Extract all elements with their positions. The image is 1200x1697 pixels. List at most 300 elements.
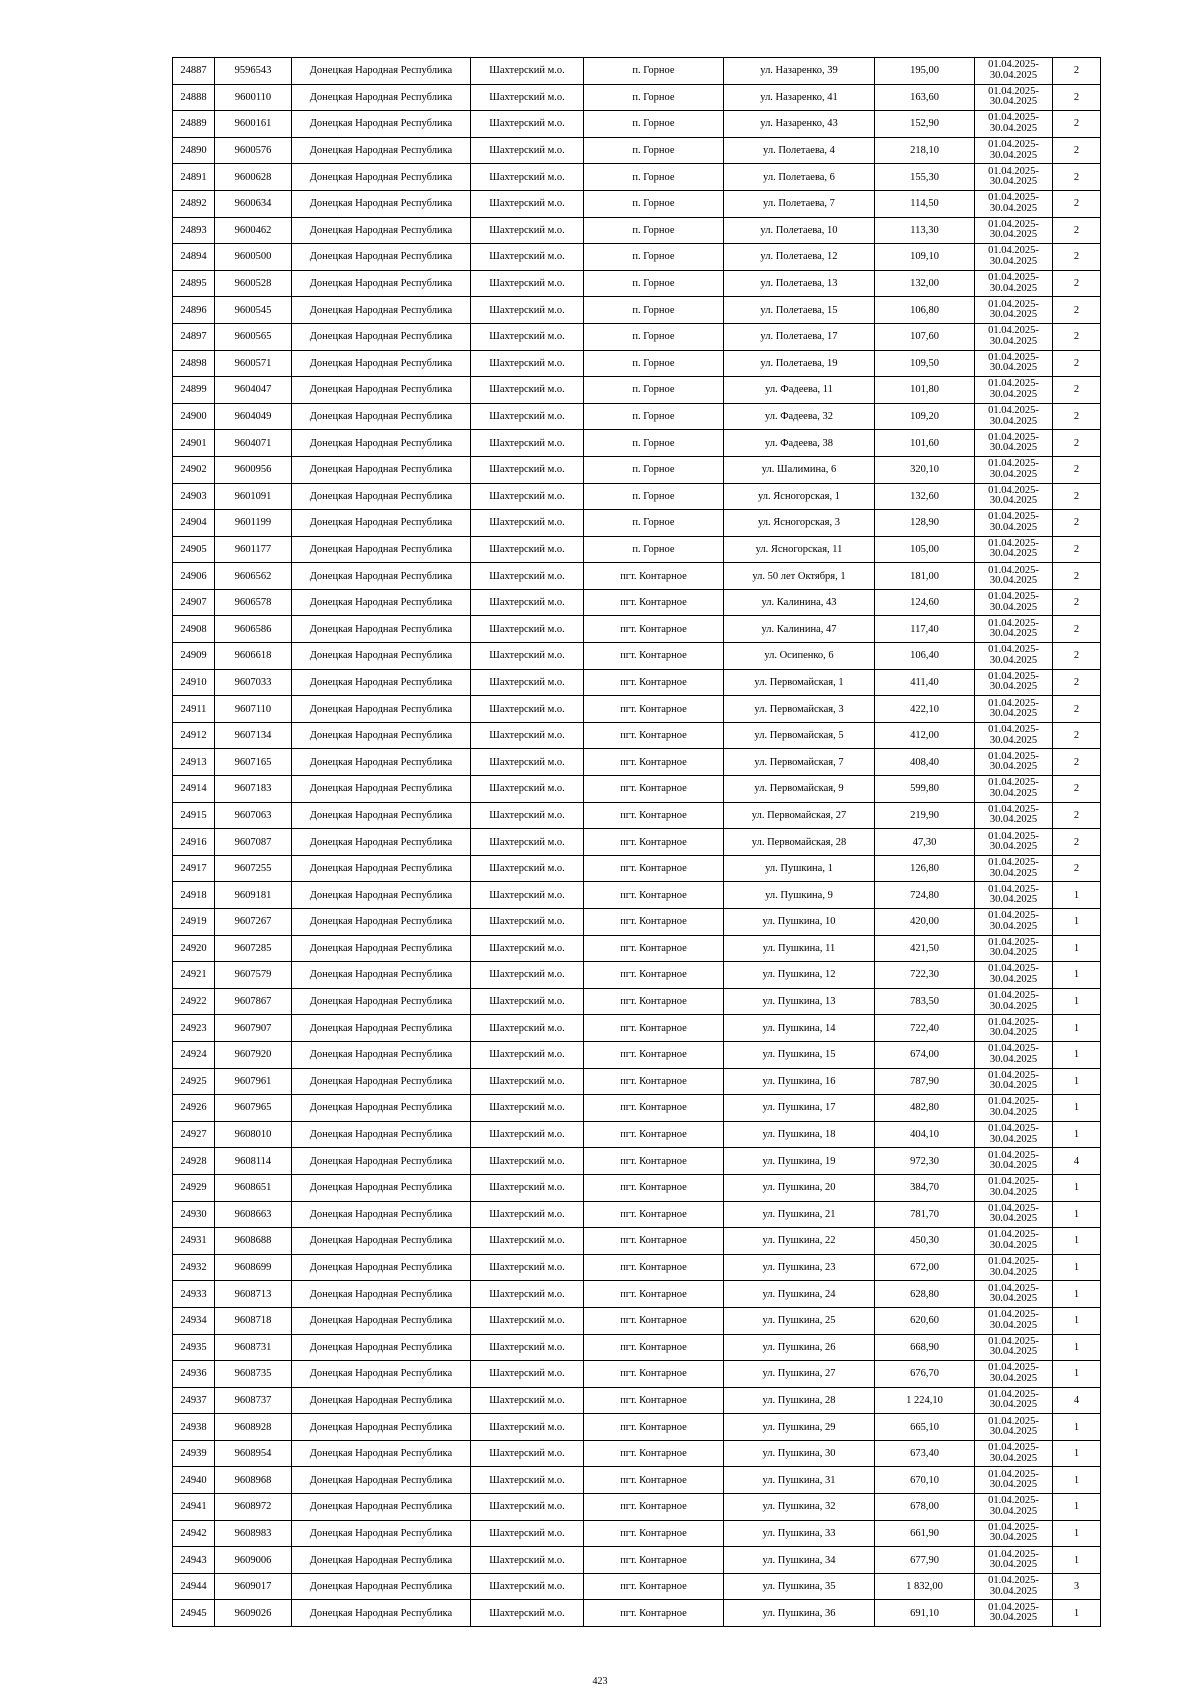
period-cell: 01.04.2025-30.04.2025 [975,1095,1053,1122]
row-number-cell: 24901 [173,430,215,457]
row-number-cell: 24945 [173,1600,215,1627]
locality-cell: пгт. Контарное [584,1201,724,1228]
region-cell: Донецкая Народная Республика [292,270,471,297]
area-cell: 124,60 [875,589,975,616]
street-address-cell: ул. Назаренко, 43 [724,111,875,138]
locality-cell: п. Горное [584,111,724,138]
table-row [173,563,1101,590]
count-cell: 2 [1053,536,1101,563]
locality-cell: п. Горное [584,190,724,217]
area-cell: 107,60 [875,323,975,350]
locality-cell: пгт. Контарное [584,1387,724,1414]
table-row [173,1041,1101,1068]
street-address-cell: ул. Пушкина, 9 [724,882,875,909]
period-cell: 01.04.2025-30.04.2025 [975,270,1053,297]
count-cell: 1 [1053,1201,1101,1228]
street-address-cell: ул. Калинина, 47 [724,616,875,643]
period-cell: 01.04.2025-30.04.2025 [975,669,1053,696]
municipality-cell: Шахтерский м.о. [471,855,584,882]
table-row [173,935,1101,962]
period-cell: 01.04.2025-30.04.2025 [975,1547,1053,1574]
area-cell: 724,80 [875,882,975,909]
municipality-cell: Шахтерский м.о. [471,1573,584,1600]
table-row [173,1361,1101,1388]
locality-cell: пгт. Контарное [584,1148,724,1175]
region-cell: Донецкая Народная Республика [292,244,471,271]
municipality-cell: Шахтерский м.о. [471,1068,584,1095]
table-row [173,403,1101,430]
object-code-cell: 9608735 [215,1361,292,1388]
page-number: 423 [592,1676,608,1687]
object-code-cell: 9608688 [215,1228,292,1255]
area-cell: 673,40 [875,1440,975,1467]
municipality-cell: Шахтерский м.о. [471,1148,584,1175]
count-cell: 2 [1053,802,1101,829]
period-cell: 01.04.2025-30.04.2025 [975,722,1053,749]
count-cell: 2 [1053,323,1101,350]
count-cell: 2 [1053,430,1101,457]
locality-cell: пгт. Контарное [584,1494,724,1521]
count-cell: 1 [1053,1174,1101,1201]
period-cell: 01.04.2025-30.04.2025 [975,1361,1053,1388]
locality-cell: п. Горное [584,430,724,457]
period-cell: 01.04.2025-30.04.2025 [975,1520,1053,1547]
street-address-cell: ул. Пушкина, 20 [724,1174,875,1201]
municipality-cell: Шахтерский м.о. [471,1520,584,1547]
region-cell: Донецкая Народная Республика [292,1547,471,1574]
locality-cell: пгт. Контарное [584,802,724,829]
object-code-cell: 9604047 [215,377,292,404]
locality-cell: пгт. Контарное [584,1015,724,1042]
locality-cell: пгт. Контарное [584,855,724,882]
area-cell: 676,70 [875,1361,975,1388]
table-row [173,776,1101,803]
table-row [173,1121,1101,1148]
object-code-cell: 9609181 [215,882,292,909]
street-address-cell: ул. Пушкина, 35 [724,1573,875,1600]
region-cell: Донецкая Народная Республика [292,403,471,430]
region-cell: Донецкая Народная Республика [292,456,471,483]
row-number-cell: 24934 [173,1307,215,1334]
street-address-cell: ул. Пушкина, 19 [724,1148,875,1175]
street-address-cell: ул. Первомайская, 9 [724,776,875,803]
area-cell: 408,40 [875,749,975,776]
row-number-cell: 24922 [173,988,215,1015]
count-cell: 1 [1053,935,1101,962]
municipality-cell: Шахтерский м.о. [471,1334,584,1361]
period-cell: 01.04.2025-30.04.2025 [975,1228,1053,1255]
table-row [173,1281,1101,1308]
period-cell: 01.04.2025-30.04.2025 [975,58,1053,85]
row-number-cell: 24927 [173,1121,215,1148]
object-code-cell: 9608663 [215,1201,292,1228]
period-cell: 01.04.2025-30.04.2025 [975,1440,1053,1467]
period-cell: 01.04.2025-30.04.2025 [975,749,1053,776]
count-cell: 2 [1053,377,1101,404]
area-cell: 722,30 [875,962,975,989]
row-number-cell: 24943 [173,1547,215,1574]
period-cell: 01.04.2025-30.04.2025 [975,536,1053,563]
row-number-cell: 24890 [173,137,215,164]
region-cell: Донецкая Народная Республика [292,297,471,324]
object-code-cell: 9608010 [215,1121,292,1148]
row-number-cell: 24900 [173,403,215,430]
table-row [173,377,1101,404]
area-cell: 117,40 [875,616,975,643]
period-cell: 01.04.2025-30.04.2025 [975,802,1053,829]
area-cell: 677,90 [875,1547,975,1574]
row-number-cell: 24899 [173,377,215,404]
locality-cell: пгт. Контарное [584,776,724,803]
registry-table [172,57,1101,1627]
region-cell: Донецкая Народная Республика [292,749,471,776]
municipality-cell: Шахтерский м.о. [471,1414,584,1441]
area-cell: 126,80 [875,855,975,882]
period-cell: 01.04.2025-30.04.2025 [975,1254,1053,1281]
count-cell: 2 [1053,111,1101,138]
object-code-cell: 9607961 [215,1068,292,1095]
municipality-cell: Шахтерский м.о. [471,1440,584,1467]
municipality-cell: Шахтерский м.о. [471,536,584,563]
object-code-cell: 9606586 [215,616,292,643]
object-code-cell: 9608713 [215,1281,292,1308]
table-row [173,855,1101,882]
row-number-cell: 24905 [173,536,215,563]
street-address-cell: ул. Первомайская, 3 [724,696,875,723]
row-number-cell: 24928 [173,1148,215,1175]
period-cell: 01.04.2025-30.04.2025 [975,909,1053,936]
locality-cell: пгт. Контарное [584,1121,724,1148]
period-cell: 01.04.2025-30.04.2025 [975,696,1053,723]
row-number-cell: 24930 [173,1201,215,1228]
row-number-cell: 24944 [173,1573,215,1600]
locality-cell: пгт. Контарное [584,696,724,723]
region-cell: Донецкая Народная Республика [292,802,471,829]
locality-cell: п. Горное [584,483,724,510]
locality-cell: пгт. Контарное [584,749,724,776]
municipality-cell: Шахтерский м.о. [471,377,584,404]
row-number-cell: 24891 [173,164,215,191]
count-cell: 2 [1053,563,1101,590]
street-address-cell: ул. Полетаева, 17 [724,323,875,350]
area-cell: 106,80 [875,297,975,324]
area-cell: 132,60 [875,483,975,510]
period-cell: 01.04.2025-30.04.2025 [975,1387,1053,1414]
table-row [173,483,1101,510]
street-address-cell: ул. Пушкина, 17 [724,1095,875,1122]
locality-cell: пгт. Контарное [584,722,724,749]
region-cell: Донецкая Народная Республика [292,1015,471,1042]
street-address-cell: ул. Шалимина, 6 [724,456,875,483]
locality-cell: пгт. Контарное [584,1600,724,1627]
table-row [173,270,1101,297]
table-row [173,1387,1101,1414]
row-number-cell: 24918 [173,882,215,909]
street-address-cell: ул. Фадеева, 32 [724,403,875,430]
object-code-cell: 9607033 [215,669,292,696]
table-row [173,350,1101,377]
table-row [173,190,1101,217]
municipality-cell: Шахтерский м.о. [471,510,584,537]
locality-cell: пгт. Контарное [584,616,724,643]
count-cell: 3 [1053,1573,1101,1600]
period-cell: 01.04.2025-30.04.2025 [975,456,1053,483]
count-cell: 4 [1053,1148,1101,1175]
object-code-cell: 9607183 [215,776,292,803]
object-code-cell: 9608968 [215,1467,292,1494]
region-cell: Донецкая Народная Республика [292,829,471,856]
locality-cell: пгт. Контарное [584,1467,724,1494]
region-cell: Донецкая Народная Республика [292,1361,471,1388]
region-cell: Донецкая Народная Республика [292,1414,471,1441]
street-address-cell: ул. Пушкина, 34 [724,1547,875,1574]
area-cell: 109,20 [875,403,975,430]
locality-cell: пгт. Контарное [584,669,724,696]
municipality-cell: Шахтерский м.о. [471,1387,584,1414]
count-cell: 1 [1053,909,1101,936]
locality-cell: пгт. Контарное [584,1440,724,1467]
object-code-cell: 9607867 [215,988,292,1015]
count-cell: 1 [1053,1361,1101,1388]
locality-cell: п. Горное [584,456,724,483]
locality-cell: пгт. Контарное [584,643,724,670]
area-cell: 1 224,10 [875,1387,975,1414]
locality-cell: пгт. Контарное [584,1254,724,1281]
count-cell: 2 [1053,589,1101,616]
municipality-cell: Шахтерский м.о. [471,988,584,1015]
region-cell: Донецкая Народная Республика [292,1600,471,1627]
object-code-cell: 9607965 [215,1095,292,1122]
table-row [173,909,1101,936]
street-address-cell: ул. Назаренко, 41 [724,84,875,111]
area-cell: 450,30 [875,1228,975,1255]
street-address-cell: ул. Фадеева, 11 [724,377,875,404]
municipality-cell: Шахтерский м.о. [471,696,584,723]
period-cell: 01.04.2025-30.04.2025 [975,1201,1053,1228]
count-cell: 1 [1053,1228,1101,1255]
count-cell: 2 [1053,776,1101,803]
row-number-cell: 24887 [173,58,215,85]
locality-cell: пгт. Контарное [584,1573,724,1600]
table-row [173,1068,1101,1095]
region-cell: Донецкая Народная Республика [292,722,471,749]
area-cell: 218,10 [875,137,975,164]
street-address-cell: ул. Пушкина, 14 [724,1015,875,1042]
row-number-cell: 24910 [173,669,215,696]
object-code-cell: 9606578 [215,589,292,616]
region-cell: Донецкая Народная Республика [292,1467,471,1494]
count-cell: 1 [1053,1440,1101,1467]
count-cell: 2 [1053,696,1101,723]
count-cell: 2 [1053,58,1101,85]
table-row [173,616,1101,643]
region-cell: Донецкая Народная Республика [292,164,471,191]
period-cell: 01.04.2025-30.04.2025 [975,111,1053,138]
object-code-cell: 9609017 [215,1573,292,1600]
period-cell: 01.04.2025-30.04.2025 [975,643,1053,670]
municipality-cell: Шахтерский м.о. [471,669,584,696]
count-cell: 2 [1053,483,1101,510]
locality-cell: п. Горное [584,270,724,297]
object-code-cell: 9608699 [215,1254,292,1281]
table-row [173,1414,1101,1441]
period-cell: 01.04.2025-30.04.2025 [975,164,1053,191]
count-cell: 1 [1053,1600,1101,1627]
street-address-cell: ул. Первомайская, 28 [724,829,875,856]
locality-cell: п. Горное [584,297,724,324]
locality-cell: пгт. Контарное [584,589,724,616]
locality-cell: п. Горное [584,350,724,377]
period-cell: 01.04.2025-30.04.2025 [975,217,1053,244]
region-cell: Донецкая Народная Республика [292,350,471,377]
locality-cell: п. Горное [584,377,724,404]
area-cell: 422,10 [875,696,975,723]
area-cell: 320,10 [875,456,975,483]
count-cell: 2 [1053,190,1101,217]
table-row [173,1015,1101,1042]
region-cell: Донецкая Народная Республика [292,1494,471,1521]
municipality-cell: Шахтерский м.о. [471,616,584,643]
area-cell: 482,80 [875,1095,975,1122]
locality-cell: пгт. Контарное [584,988,724,1015]
street-address-cell: ул. Первомайская, 1 [724,669,875,696]
table-row [173,589,1101,616]
row-number-cell: 24913 [173,749,215,776]
row-number-cell: 24937 [173,1387,215,1414]
area-cell: 384,70 [875,1174,975,1201]
object-code-cell: 9607087 [215,829,292,856]
locality-cell: п. Горное [584,323,724,350]
object-code-cell: 9600161 [215,111,292,138]
table-row [173,829,1101,856]
object-code-cell: 9608954 [215,1440,292,1467]
count-cell: 2 [1053,270,1101,297]
object-code-cell: 9601199 [215,510,292,537]
row-number-cell: 24926 [173,1095,215,1122]
period-cell: 01.04.2025-30.04.2025 [975,84,1053,111]
row-number-cell: 24925 [173,1068,215,1095]
municipality-cell: Шахтерский м.о. [471,1015,584,1042]
count-cell: 2 [1053,297,1101,324]
municipality-cell: Шахтерский м.о. [471,749,584,776]
locality-cell: пгт. Контарное [584,1520,724,1547]
table-row [173,137,1101,164]
row-number-cell: 24920 [173,935,215,962]
street-address-cell: ул. Пушкина, 10 [724,909,875,936]
object-code-cell: 9600110 [215,84,292,111]
region-cell: Донецкая Народная Республика [292,1281,471,1308]
area-cell: 620,60 [875,1307,975,1334]
table-row [173,297,1101,324]
row-number-cell: 24893 [173,217,215,244]
municipality-cell: Шахтерский м.о. [471,1201,584,1228]
street-address-cell: ул. Полетаева, 12 [724,244,875,271]
region-cell: Донецкая Народная Республика [292,323,471,350]
table-row [173,1334,1101,1361]
street-address-cell: ул. Полетаева, 19 [724,350,875,377]
period-cell: 01.04.2025-30.04.2025 [975,1600,1053,1627]
row-number-cell: 24936 [173,1361,215,1388]
period-cell: 01.04.2025-30.04.2025 [975,377,1053,404]
row-number-cell: 24894 [173,244,215,271]
area-cell: 195,00 [875,58,975,85]
object-code-cell: 9600545 [215,297,292,324]
count-cell: 2 [1053,350,1101,377]
municipality-cell: Шахтерский м.о. [471,1254,584,1281]
row-number-cell: 24912 [173,722,215,749]
count-cell: 1 [1053,1467,1101,1494]
row-number-cell: 24939 [173,1440,215,1467]
street-address-cell: ул. Пушкина, 25 [724,1307,875,1334]
area-cell: 722,40 [875,1015,975,1042]
municipality-cell: Шахтерский м.о. [471,84,584,111]
municipality-cell: Шахтерский м.о. [471,164,584,191]
municipality-cell: Шахтерский м.о. [471,1041,584,1068]
count-cell: 1 [1053,1334,1101,1361]
street-address-cell: ул. Пушкина, 31 [724,1467,875,1494]
object-code-cell: 9607267 [215,909,292,936]
region-cell: Донецкая Народная Республика [292,1201,471,1228]
object-code-cell: 9600462 [215,217,292,244]
row-number-cell: 24911 [173,696,215,723]
area-cell: 412,00 [875,722,975,749]
row-number-cell: 24921 [173,962,215,989]
region-cell: Донецкая Народная Республика [292,1174,471,1201]
municipality-cell: Шахтерский м.о. [471,1121,584,1148]
object-code-cell: 9600571 [215,350,292,377]
table-row [173,1520,1101,1547]
count-cell: 1 [1053,1068,1101,1095]
object-code-cell: 9600565 [215,323,292,350]
object-code-cell: 9607579 [215,962,292,989]
table-row [173,1600,1101,1627]
street-address-cell: ул. Первомайская, 5 [724,722,875,749]
table-row [173,58,1101,85]
row-number-cell: 24935 [173,1334,215,1361]
locality-cell: пгт. Контарное [584,882,724,909]
period-cell: 01.04.2025-30.04.2025 [975,483,1053,510]
area-cell: 972,30 [875,1148,975,1175]
region-cell: Донецкая Народная Республика [292,217,471,244]
table-row [173,1174,1101,1201]
area-cell: 420,00 [875,909,975,936]
period-cell: 01.04.2025-30.04.2025 [975,297,1053,324]
row-number-cell: 24895 [173,270,215,297]
object-code-cell: 9608651 [215,1174,292,1201]
area-cell: 155,30 [875,164,975,191]
municipality-cell: Шахтерский м.о. [471,909,584,936]
period-cell: 01.04.2025-30.04.2025 [975,323,1053,350]
municipality-cell: Шахтерский м.о. [471,297,584,324]
region-cell: Донецкая Народная Республика [292,643,471,670]
object-code-cell: 9607063 [215,802,292,829]
area-cell: 404,10 [875,1121,975,1148]
area-cell: 219,90 [875,802,975,829]
count-cell: 2 [1053,722,1101,749]
row-number-cell: 24898 [173,350,215,377]
street-address-cell: ул. Полетаева, 6 [724,164,875,191]
row-number-cell: 24915 [173,802,215,829]
municipality-cell: Шахтерский м.о. [471,829,584,856]
table-row [173,1201,1101,1228]
object-code-cell: 9607285 [215,935,292,962]
street-address-cell: ул. Пушкина, 27 [724,1361,875,1388]
table-row [173,244,1101,271]
area-cell: 1 832,00 [875,1573,975,1600]
municipality-cell: Шахтерский м.о. [471,802,584,829]
region-cell: Донецкая Народная Республика [292,776,471,803]
table-row [173,722,1101,749]
